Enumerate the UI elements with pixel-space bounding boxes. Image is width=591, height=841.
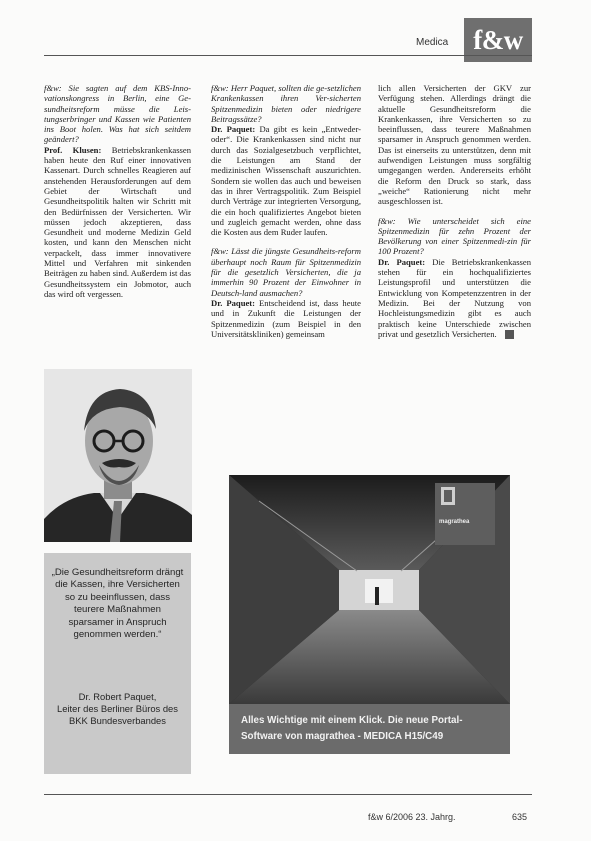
article-column-2	[211, 83, 361, 339]
speaker-label: Prof. Klusen:	[44, 144, 102, 155]
pull-quote-box	[44, 553, 191, 774]
interview-answer	[211, 124, 361, 237]
ad-brand-sign: magrathea	[439, 519, 470, 525]
advertisement	[229, 475, 510, 754]
speaker-label: Dr. Paquet:	[211, 297, 256, 308]
answer-text: Da gibt es kein „Entweder-oder“. Die Krankenkassen sind nicht nur durch das Sozialgesetzbuch verpflichtet, die Leistungen am Stand der medizinischen Wissenschaft auszurichten. Sondern sie wollen das auch und beweisen das in ihrer Vertragspolitik. Zum Beispiel durch Verträge zur integrierten Versorgung, die ein hoch qualifiziertes Angebot bieten und zugleich gemacht werden, ohne dass die Kosten aus dem Ruder laufen.	[211, 124, 362, 238]
footer-issue: f&w 6/2006 23. Jahrg.	[368, 812, 456, 822]
speaker-label: Dr. Paquet:	[211, 124, 256, 135]
article-column-1	[44, 83, 191, 299]
corridor-photo	[229, 475, 510, 704]
portrait-photo	[44, 369, 192, 542]
portrait-illustration	[44, 369, 192, 542]
ad-caption-line: Alles Wichtige mit einem Klick. Die neue Portal-	[241, 715, 463, 726]
interview-question: f&w: Herr Paquet, sollten die ge-setzlichen Krankenkassen ihren Ver-sicherten Spitzenmedizin bieten oder niedrigere Beitragssätze?	[211, 83, 361, 124]
ad-caption-line: Software von magrathea - MEDICA H15/C49	[241, 731, 444, 742]
answer-text: Die Betriebskrankenkassen stehen für ein hochqualifiziertes Leistungsprofil und unterstützen die Entwicklung von Kompetenzzentren in der Medizin. Bei der Nutzung von Hochleistungsmedizin gibt es auch praktisch keine Unterschiede zwischen privat und gesetzlich Versicherten.	[378, 256, 531, 339]
footer-rule	[44, 794, 532, 795]
ad-caption	[229, 704, 510, 754]
answer-continuation: lich allen Versicherten der GKV zur Verfügung stehen. Allerdings drängt die aktuelle Gesundheitsreform die Krankenkassen, ihre Versicherten so zu beeinflussen, dass teurere Maßnahmen sparsamer in Anspruch genommen werden. Das ist einerseits zu unterstützen, denn mit aufwendigen Leistungen muss sorgfältig umgegangen werden. Andererseits erhöht die Reform den Druck so stark, dass „weiche“ Rationierung nicht mehr ausgeschlossen ist.	[378, 83, 531, 207]
interview-answer	[44, 145, 191, 299]
interview-question: f&w: Wie unterscheidet sich eine Spitzenmedizin für zehn Prozent der Bevölkerung von einer Spitzenmedi-zin für 100 Prozent?	[378, 215, 531, 257]
pull-quote-text: „Die Gesundheitsreform drängt die Kassen, ihre Versicherten so zu beeinflussen, dass teurere Maßnahmen sparsamer in Anspruch genommen werden.“	[51, 567, 184, 641]
section-label: Medica	[416, 37, 449, 48]
pull-quote-author-name: Dr. Robert Paquet,	[78, 691, 157, 702]
article-end-mark	[505, 330, 514, 339]
speaker-label: Dr. Paquet:	[378, 256, 426, 267]
answer-text: Entscheidend ist, dass heute und in Zukunft die Leistungen der Spitzenmedizin (zum Beispiel in den Universitätskliniken) gemeinsam	[211, 297, 362, 339]
article-column-3	[378, 83, 531, 339]
pull-quote-author	[51, 691, 184, 728]
interview-answer	[211, 298, 361, 339]
header-rule	[44, 55, 532, 56]
interview-answer	[378, 257, 531, 340]
interview-question: f&w: Sie sagten auf dem KBS-Inno-vationskongress in Berlin, eine Ge-sundheitsreform müsse die Leis-tungserbringer und Kassen wie Patienten ins Boot holen. Was hat sich seitdem geändert?	[44, 83, 191, 145]
interview-question: f&w: Lässt die jüngste Gesundheits-reform überhaupt noch Raum für Spitzenmedizin für die gesetzlich Versicherten, die ja immerhin 90 Prozent der Einwohner in Deutsch-land ausmachen?	[211, 246, 361, 298]
page-number: 635	[512, 812, 528, 822]
answer-text: Betriebskrankenkassen haben heute den Ruf einer innovativen Kassenart. Durch schnelles Reagieren auf anstehenden Herausforderungen auf dem Gebiet der Wirtschaft und Gesundheitspolitik halten wir Schritt mit den Bedürfnissen der Versicherten. Wir müssen jedoch akzeptieren, dass Gesundheit und moderne Medizin Geld kosten, und kann den Menschen nicht verpackelt, dass immer innovativere Mittel und Verfahren mit sinkenden Beiträgen zu haben sind. Außerdem ist das Gesundheitssystem ein Jobmotor, auch das wird oft vergessen.	[44, 144, 191, 299]
pull-quote-author-role: Leiter des Berliner Büros des BKK Bundesverbandes	[57, 703, 178, 727]
magazine-logo: f&w	[464, 18, 532, 62]
